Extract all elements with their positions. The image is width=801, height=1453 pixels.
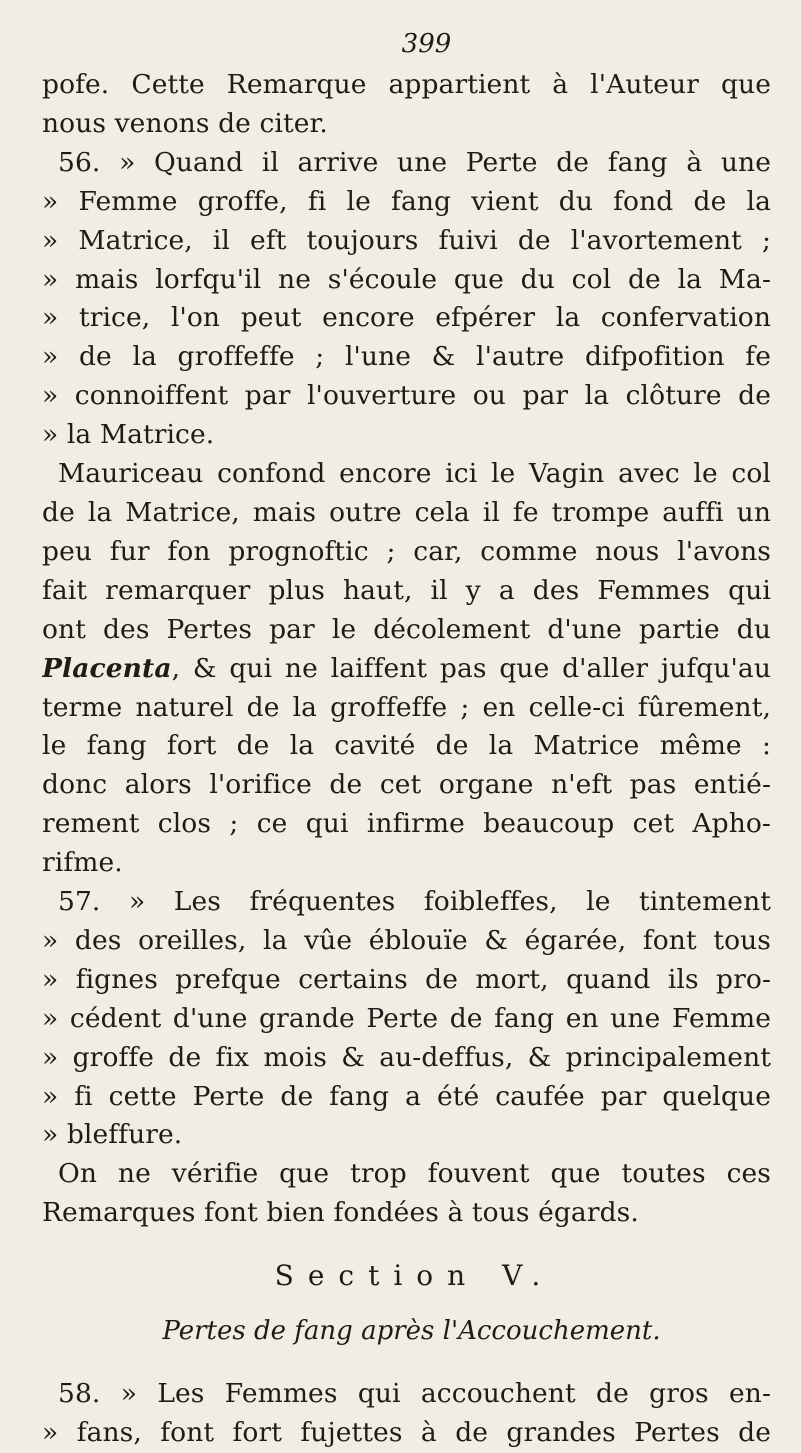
text-line: peu fur fon prognoftic ; car, comme nous l'avons	[42, 535, 771, 567]
text-line: » Femme groffe, fi le fang vient du fond de la	[42, 185, 771, 217]
text-line: fait remarquer plus haut, il y a des Femmes qui	[42, 574, 771, 606]
text-line: » des oreilles, la vûe éblouïe & égarée, font tous	[42, 924, 771, 956]
text-line: donc alors l'orifice de cet organe n'eft pas entié-	[42, 769, 771, 801]
paragraph-aphorism-57	[42, 883, 771, 1155]
text-line: » fi cette Perte de fang a été caufée par quelque	[42, 1080, 771, 1112]
section-subtitle: Pertes de fang après l'Accouchement.	[162, 1316, 661, 1347]
body-text	[42, 66, 771, 1233]
text-line: » cédent d'une grande Perte de fang en une Femme	[42, 1002, 771, 1034]
text-line: » mais lorfqu'il ne s'écoule que du col de la Ma-	[42, 263, 771, 295]
text-line: rifme.	[42, 847, 123, 879]
text-line: » trice, l'on peut encore efpérer la confervation	[42, 302, 771, 334]
text-line: Mauriceau confond encore ici le Vagin avec le col	[58, 458, 771, 490]
section-heading: Section V.	[274, 1259, 555, 1293]
paragraph-aphorism-58	[42, 1375, 771, 1453]
text-line: nous venons de citer.	[42, 107, 328, 139]
text-line: » groffe de fix mois & au-deffus, & principalement	[42, 1041, 771, 1073]
text-line: » bleffure.	[42, 1119, 183, 1151]
text-line: 58. » Les Femmes qui accouchent de gros en-	[58, 1378, 771, 1410]
text-line: 56. » Quand il arrive une Perte de fang à une	[58, 146, 771, 178]
text-line: terme naturel de la groffeffe ; en celle-ci fûrement,	[42, 691, 771, 723]
text-line: » connoiffent par l'ouverture ou par la clôture de	[42, 380, 771, 412]
paragraph-aphorism-56	[42, 144, 771, 455]
text-line: pofe. Cette Remarque appartient à l'Auteur que	[42, 69, 771, 100]
text-line: ont des Pertes par le décolement d'une partie du	[42, 613, 771, 645]
text-line: » fans, font fort fujettes à de grandes Pertes de	[42, 1417, 771, 1449]
text-line: Remarques font bien fondées à tous égards.	[42, 1197, 639, 1229]
text-line: » la Matrice.	[42, 419, 215, 451]
paragraph-commentary-57	[42, 1155, 771, 1233]
text-line: » Matrice, il eft toujours fuivi de l'avortement ;	[42, 224, 771, 256]
text-line: Placenta, & qui ne laiffent pas que d'aller jufqu'au	[42, 652, 771, 684]
text-line: de la Matrice, mais outre cela il fe trompe auffi un	[42, 496, 771, 528]
text-line: On ne vérifie que trop fouvent que toutes ces	[58, 1158, 771, 1190]
text-line: rement clos ; ce qui infirme beaucoup cet Apho-	[42, 808, 771, 840]
italic-term: Placenta	[42, 652, 172, 684]
text-line: » fignes prefque certains de mort, quand ils pro-	[42, 963, 771, 995]
paragraph-commentary-56	[42, 455, 771, 883]
body-text-continued	[42, 1375, 771, 1453]
text-line: 57. » Les fréquentes foibleffes, le tintement	[58, 886, 771, 918]
paragraph-continuation	[42, 66, 771, 144]
text-line: » de la groffeffe ; l'une & l'autre difpofition fe	[42, 341, 771, 373]
text-line: le fang fort de la cavité de la Matrice même :	[42, 730, 771, 762]
page-number: 399	[401, 29, 452, 59]
